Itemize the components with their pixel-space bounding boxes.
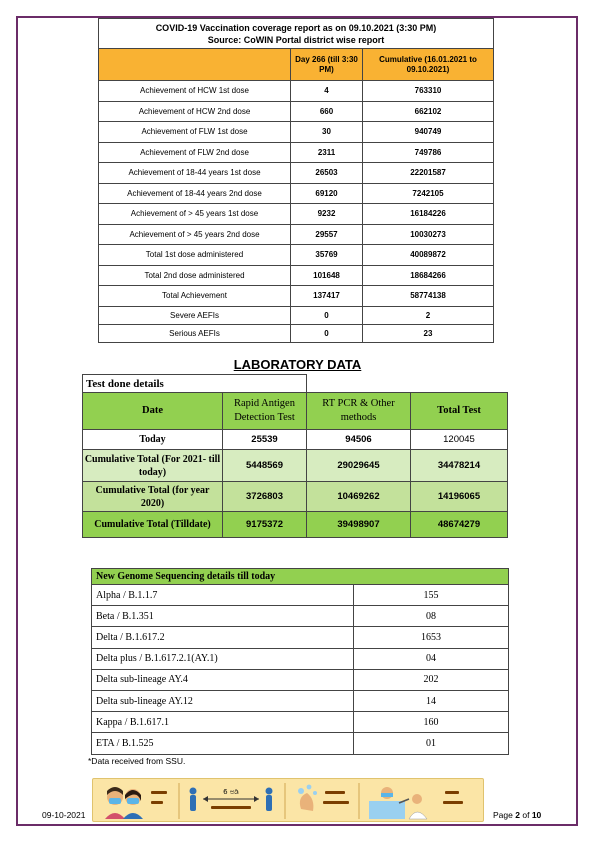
vaccination-row-cumulative-value: 763310 [363,81,494,102]
lab-row-rtpcr: 29029645 [307,450,411,482]
page-current: 2 [515,810,520,820]
genome-caption: New Genome Sequencing details till today [92,569,509,585]
vaccination-title-line2: Source: CoWIN Portal district wise report [207,34,385,45]
footnote: *Data received from SSU. [88,756,186,766]
lab-row-label: Today [83,430,223,450]
lab-row-label: Cumulative Total (For 2021- till today) [83,450,223,482]
vaccination-row-day-value: 30 [291,122,363,143]
footer-page-number [493,810,541,820]
lab-row-rapid: 25539 [223,430,307,450]
vaccination-row-day-value: 69120 [291,183,363,204]
vaccination-row-day-value: 9232 [291,204,363,225]
vaccination-row-cumulative-value: 940749 [363,122,494,143]
vaccination-row [99,81,494,102]
vaccination-row-day-value: 137417 [291,286,363,307]
vaccination-header-blank [99,49,291,81]
lab-heading: LABORATORY DATA [233,357,362,372]
vaccination-row-cumulative-value: 662102 [363,101,494,122]
genome-variant-count: 160 [354,712,509,733]
lab-row-total: 120045 [411,430,508,450]
masked-faces-icon [105,787,143,819]
vaccination-row-cumulative-value: 23 [363,324,494,342]
lab-row [83,430,508,450]
genome-variant-name: ETA / B.1.525 [92,733,354,754]
genome-variant-name: Alpha / B.1.1.7 [92,585,354,606]
page-total: 10 [531,810,542,820]
distance-text: 6 ಅಡಿ [223,788,239,796]
genome-row [92,712,509,733]
covid-behaviour-banner [92,778,484,822]
lab-row-rapid: 9175372 [223,512,307,538]
genome-row [92,585,509,606]
mask-caption-glyphs [151,791,167,804]
genome-row [92,733,509,754]
genome-row [92,627,509,648]
genome-variant-name: Delta plus / B.1.617.2.1(AY.1) [92,648,354,669]
vaccination-row-label: Achievement of FLW 2nd dose [99,142,291,163]
lab-row-total: 14196065 [411,482,508,512]
vaccination-row [99,224,494,245]
vaccination-row [99,101,494,122]
footer-date: 09-10-2021 [42,810,86,820]
vaccination-row-day-value: 660 [291,101,363,122]
page-prefix: Page [493,810,513,820]
vaccination-row-label: Severe AEFIs [99,306,291,324]
genome-variant-name: Delta sub-lineage AY.12 [92,690,354,711]
vaccination-row-day-value: 101648 [291,265,363,286]
lab-row [83,450,508,482]
lab-row-label: Cumulative Total (for year 2020) [83,482,223,512]
vaccination-row [99,324,494,342]
genome-variant-count: 1653 [354,627,509,648]
lab-row [83,482,508,512]
vaccination-row [99,265,494,286]
genome-variant-count: 14 [354,690,509,711]
hand-wash-icon [298,785,317,811]
vaccination-row-label: Total 1st dose administered [99,245,291,266]
vaccination-row-day-value: 35769 [291,245,363,266]
lab-caption-empty [307,375,508,393]
vaccination-row-day-value: 26503 [291,163,363,184]
vaccination-title [99,19,494,49]
lab-row-rtpcr: 10469262 [307,482,411,512]
lab-row-total: 48674279 [411,512,508,538]
genome-variant-count: 08 [354,606,509,627]
vaccination-row-label: Achievement of 18-44 years 1st dose [99,163,291,184]
genome-variant-count: 202 [354,669,509,690]
vaccination-row-cumulative-value: 58774138 [363,286,494,307]
vaccination-row-label: Achievement of > 45 years 1st dose [99,204,291,225]
vaccination-row-label: Achievement of HCW 2nd dose [99,101,291,122]
genome-row [92,648,509,669]
page-of: of [522,810,530,820]
vaccination-row-label: Achievement of 18-44 years 2nd dose [99,183,291,204]
lab-row-label: Cumulative Total (Tilldate) [83,512,223,538]
vaccination-row-cumulative-value: 22201587 [363,163,494,184]
lab-header-date: Date [83,393,223,430]
vaccination-table [98,18,494,343]
vaccination-row-label: Achievement of HCW 1st dose [99,81,291,102]
lab-table [82,374,508,538]
lab-caption: Test done details [83,375,307,393]
vaccination-row [99,163,494,184]
lab-header-total: Total Test [411,393,508,430]
vaccination-row-cumulative-value: 10030273 [363,224,494,245]
vaccination-row-label: Serious AEFIs [99,324,291,342]
lab-row-rapid: 3726803 [223,482,307,512]
genome-variant-count: 04 [354,648,509,669]
vaccination-row-label: Total 2nd dose administered [99,265,291,286]
vaccination-header-day: Day 266 (till 3:30 PM) [291,49,363,81]
social-distance-icon [190,788,273,812]
vaccination-row-cumulative-value: 749786 [363,142,494,163]
vaccination-row [99,245,494,266]
genome-variant-name: Delta / B.1.617.2 [92,627,354,648]
banner-illustration [93,779,485,823]
genome-variant-name: Beta / B.1.351 [92,606,354,627]
lab-header-rapid: Rapid Antigen Detection Test [223,393,307,430]
genome-variant-name: Kappa / B.1.617.1 [92,712,354,733]
genome-variant-name: Delta sub-lineage AY.4 [92,669,354,690]
lab-row-rapid: 5448569 [223,450,307,482]
vaccination-row-label: Total Achievement [99,286,291,307]
vaccination-row-cumulative-value: 40089872 [363,245,494,266]
vaccination-row-cumulative-value: 18684266 [363,265,494,286]
vaccination-row-day-value: 29557 [291,224,363,245]
vaccination-row [99,142,494,163]
genome-row [92,606,509,627]
vaccination-row-cumulative-value: 7242105 [363,183,494,204]
vaccination-header-cumulative: Cumulative (16.01.2021 to 09.10.2021) [363,49,494,81]
vaccination-row-day-value: 0 [291,324,363,342]
vaccination-caption-glyphs [443,791,463,804]
lab-row-rtpcr: 94506 [307,430,411,450]
genome-variant-count: 01 [354,733,509,754]
lab-row-total: 34478214 [411,450,508,482]
vaccination-title-line1: COVID-19 Vaccination coverage report as on 09.10.2021 (3:30 PM) [155,22,437,33]
vaccination-row-label: Achievement of FLW 1st dose [99,122,291,143]
genome-variant-count: 155 [354,585,509,606]
vaccination-row-day-value: 4 [291,81,363,102]
vaccination-row-cumulative-value: 16184226 [363,204,494,225]
vaccination-row-label: Achievement of > 45 years 2nd dose [99,224,291,245]
vaccination-row [99,183,494,204]
genome-table [91,568,509,755]
genome-row [92,690,509,711]
vaccination-row-day-value: 0 [291,306,363,324]
hand-wash-caption-glyphs [323,791,349,804]
lab-row-rtpcr: 39498907 [307,512,411,538]
vaccination-row [99,122,494,143]
vaccination-row-day-value: 2311 [291,142,363,163]
genome-row [92,669,509,690]
vaccination-icon [369,787,427,819]
lab-row [83,512,508,538]
vaccination-row [99,306,494,324]
lab-header-rtpcr: RT PCR & Other methods [307,393,411,430]
vaccination-row [99,286,494,307]
vaccination-row [99,204,494,225]
vaccination-row-cumulative-value: 2 [363,306,494,324]
